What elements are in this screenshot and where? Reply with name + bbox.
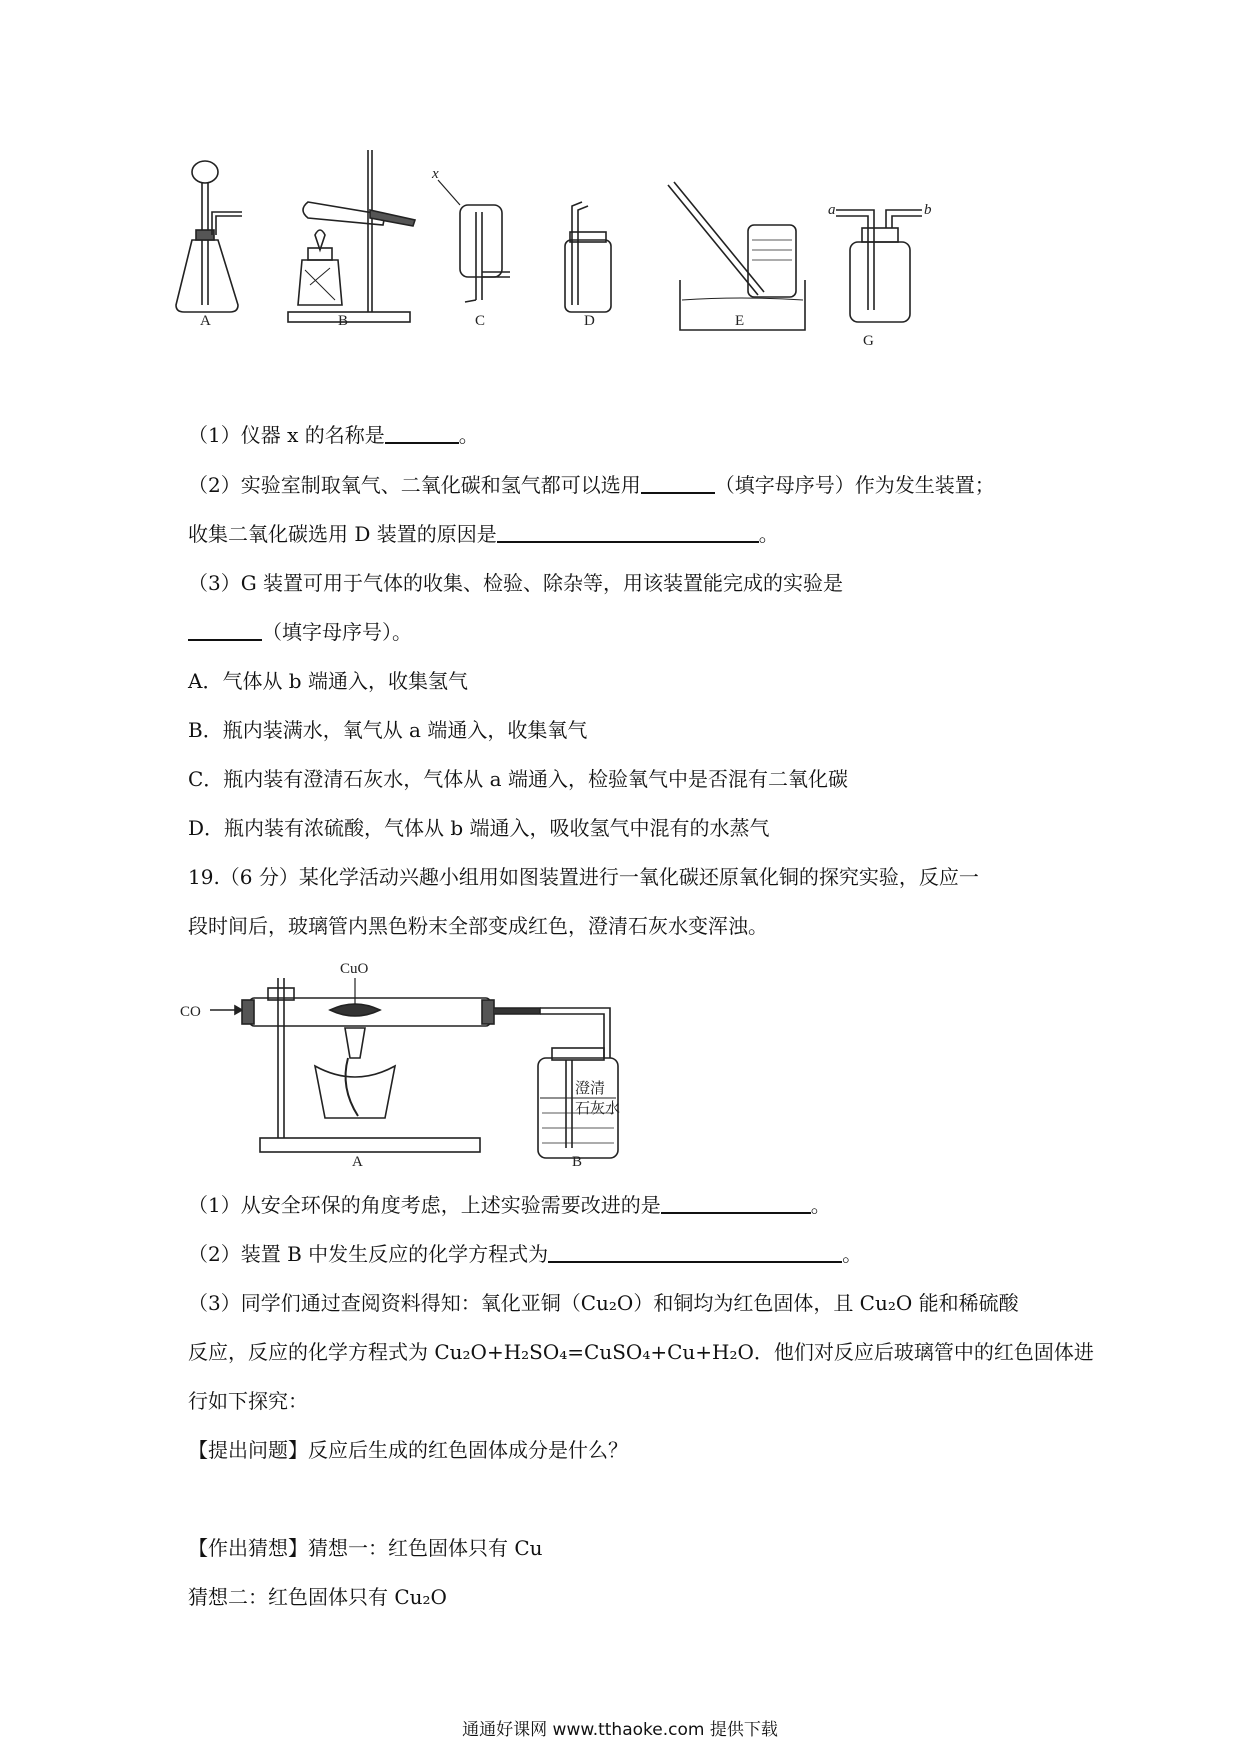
label-port-b: b xyxy=(924,202,932,218)
blank-1 xyxy=(385,422,459,444)
label-b: B xyxy=(338,313,349,329)
label-a: A xyxy=(200,313,211,329)
apparatus-c xyxy=(438,180,510,302)
q19-intro-1: 19.（6 分）某化学活动兴趣小组用如图装置进行一氧化碳还原氧化铜的探究实验，反应一 xyxy=(188,865,979,889)
page-footer: 通通好课网 www.tthaoke.com 提供下载 xyxy=(462,1720,778,1740)
q19-part2: （2）装置 B 中发生反应的化学方程式为 。 xyxy=(188,1242,863,1266)
apparatus-e xyxy=(668,182,805,330)
label-lime-1: 澄清 xyxy=(575,1081,606,1097)
label-lime-2: 石灰水 xyxy=(575,1101,620,1117)
blank-6 xyxy=(548,1241,842,1263)
q19-intro-2: 段时间后，玻璃管内黑色粉末全部变成红色，澄清石灰水变浑浊。 xyxy=(188,914,768,938)
co-reduction-figure xyxy=(180,948,620,1170)
q18-part3b: （填字母序号）。 xyxy=(188,618,412,646)
blank-3 xyxy=(497,521,759,543)
q18-option-d: D．瓶内装有浓硫酸，气体从 b 端通入，吸收氢气中混有的水蒸气 xyxy=(188,816,770,840)
q19-part1: （1）从安全环保的角度考虑，上述实验需要改进的是 。 xyxy=(188,1193,831,1217)
apparatus-b xyxy=(288,150,415,322)
q18-part3: （3）G 装置可用于气体的收集、检验、除杂等，用该装置能完成的实验是 xyxy=(188,571,844,595)
q19-guess-1: 【作出猜想】猜想一：红色固体只有 Cu xyxy=(188,1536,543,1560)
apparatus-g xyxy=(836,210,922,322)
label-cuo: CuO xyxy=(340,961,369,977)
label-fig-a: A xyxy=(352,1154,363,1170)
blank-4 xyxy=(188,619,262,641)
q18-part2b: 收集二氧化碳选用 D 装置的原因是 。 xyxy=(188,522,779,546)
q19-part3-line2: 反应，反应的化学方程式为 Cu₂O+H₂SO₄=CuSO₄+Cu+H₂O．他们对反应后玻璃管中的红色固体进 xyxy=(188,1340,1094,1364)
apparatus-d xyxy=(565,202,611,312)
label-d: D xyxy=(584,313,595,329)
label-c: C xyxy=(475,313,486,329)
label-e: E xyxy=(735,313,745,329)
label-port-a: a xyxy=(828,202,836,218)
q19-question: 【提出问题】反应后生成的红色固体成分是什么？ xyxy=(188,1438,628,1462)
apparatus-a xyxy=(176,161,242,312)
q18-part1: （1）仪器 x 的名称是 。 xyxy=(188,423,479,447)
q18-option-b: B．瓶内装满水，氧气从 a 端通入，收集氧气 xyxy=(188,718,588,742)
label-co: CO xyxy=(180,1004,201,1020)
label-g: G xyxy=(863,333,874,349)
label-fig-b: B xyxy=(572,1154,583,1170)
q18-option-a: A．气体从 b 端通入，收集氢气 xyxy=(188,669,468,693)
q18-option-c: C．瓶内装有澄清石灰水，气体从 a 端通入，检验氧气中是否混有二氧化碳 xyxy=(188,767,848,791)
q19-part3-line3: 行如下探究： xyxy=(188,1389,308,1413)
q18-part2: （2）实验室制取氧气、二氧化碳和氢气都可以选用 （填字母序号）作为发生装置； xyxy=(188,473,995,497)
label-x: x xyxy=(432,166,439,182)
apparatus-tube-setup xyxy=(210,978,610,1152)
blank-5 xyxy=(661,1192,811,1214)
blank-2 xyxy=(641,472,715,494)
q19-guess-2: 猜想二：红色固体只有 Cu₂O xyxy=(188,1585,447,1609)
apparatus-figure xyxy=(170,140,1070,390)
q19-part3-line1: （3）同学们通过查阅资料得知：氧化亚铜（Cu₂O）和铜均为红色固体，且 Cu₂O 能和稀硫酸 xyxy=(188,1291,1019,1315)
